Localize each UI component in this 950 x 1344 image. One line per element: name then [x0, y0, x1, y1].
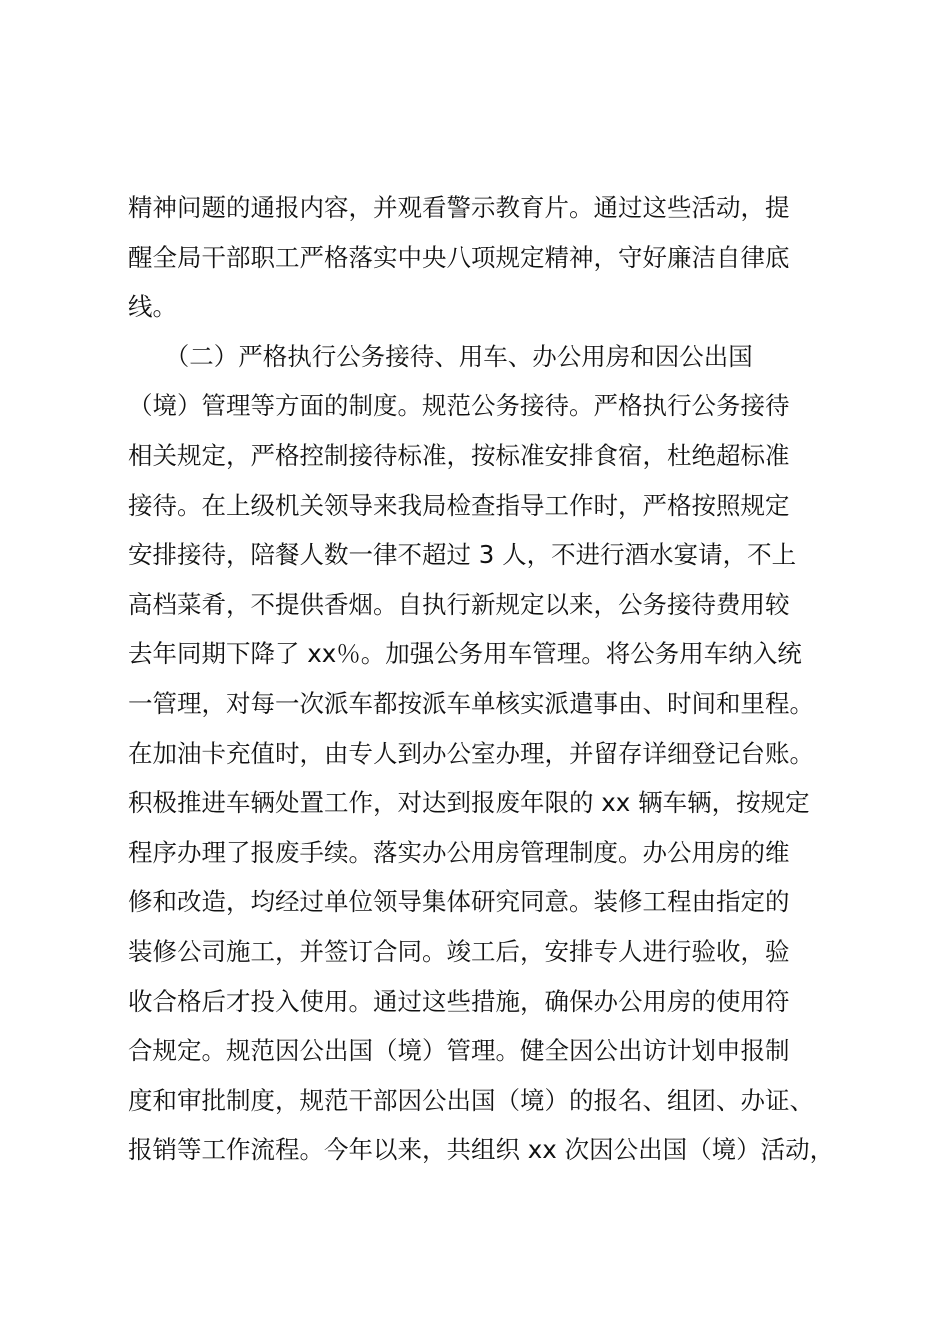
document-body — [128, 183, 838, 1175]
text-line: 线。 — [128, 292, 177, 322]
text-line: 合规定。规范因公出国（境）管理。健全因公出访计划申报制 — [128, 1036, 790, 1066]
text-line: 一管理，对每一次派车都按派车单核实派遣事由、时间和里程。 — [128, 688, 814, 718]
text-line: 程序办理了报废手续。落实办公用房管理制度。办公用房的维 — [128, 837, 790, 867]
text-line: 在加油卡充值时，由专人到办公室办理，并留存详细登记台账。 — [128, 738, 814, 768]
text-line: 相关规定，严格控制接待标准，按标准安排食宿，杜绝超标准 — [128, 440, 790, 470]
text-line: （境）管理等方面的制度。规范公务接待。严格执行公务接待 — [128, 391, 790, 421]
text-line: 安排接待，陪餐人数一律不超过 3 人，不进行酒水宴请，不上 — [128, 540, 797, 570]
text-line: 积极推进车辆处置工作，对达到报废年限的 xx 辆车辆，按规定 — [128, 788, 810, 818]
text-line: 去年同期下降了 xx％。加强公务用车管理。将公务用车纳入统 — [128, 639, 802, 669]
text-line: 接待。在上级机关领导来我局检查指导工作时，严格按照规定 — [128, 490, 790, 520]
text-line: 精神问题的通报内容，并观看警示教育片。通过这些活动，提 — [128, 193, 790, 222]
text-line: 修和改造，均经过单位领导集体研究同意。装修工程由指定的 — [128, 887, 790, 917]
text-line: 报销等工作流程。今年以来，共组织 xx 次因公出国（境）活动， — [128, 1135, 835, 1165]
text-line: 醒全局干部职工严格落实中央八项规定精神，守好廉洁自律底 — [128, 242, 790, 272]
text-line: 收合格后才投入使用。通过这些措施，确保办公用房的使用符 — [128, 986, 790, 1016]
text-line: 度和审批制度，规范干部因公出国（境）的报名、组团、办证、 — [128, 1085, 814, 1115]
text-line: （二）严格执行公务接待、用车、办公用房和因公出国 — [128, 341, 753, 371]
text-line: 装修公司施工，并签订合同。竣工后，安排专人进行验收，验 — [128, 936, 790, 966]
text-line: 高档菜肴，不提供香烟。自执行新规定以来，公务接待费用较 — [128, 589, 790, 619]
